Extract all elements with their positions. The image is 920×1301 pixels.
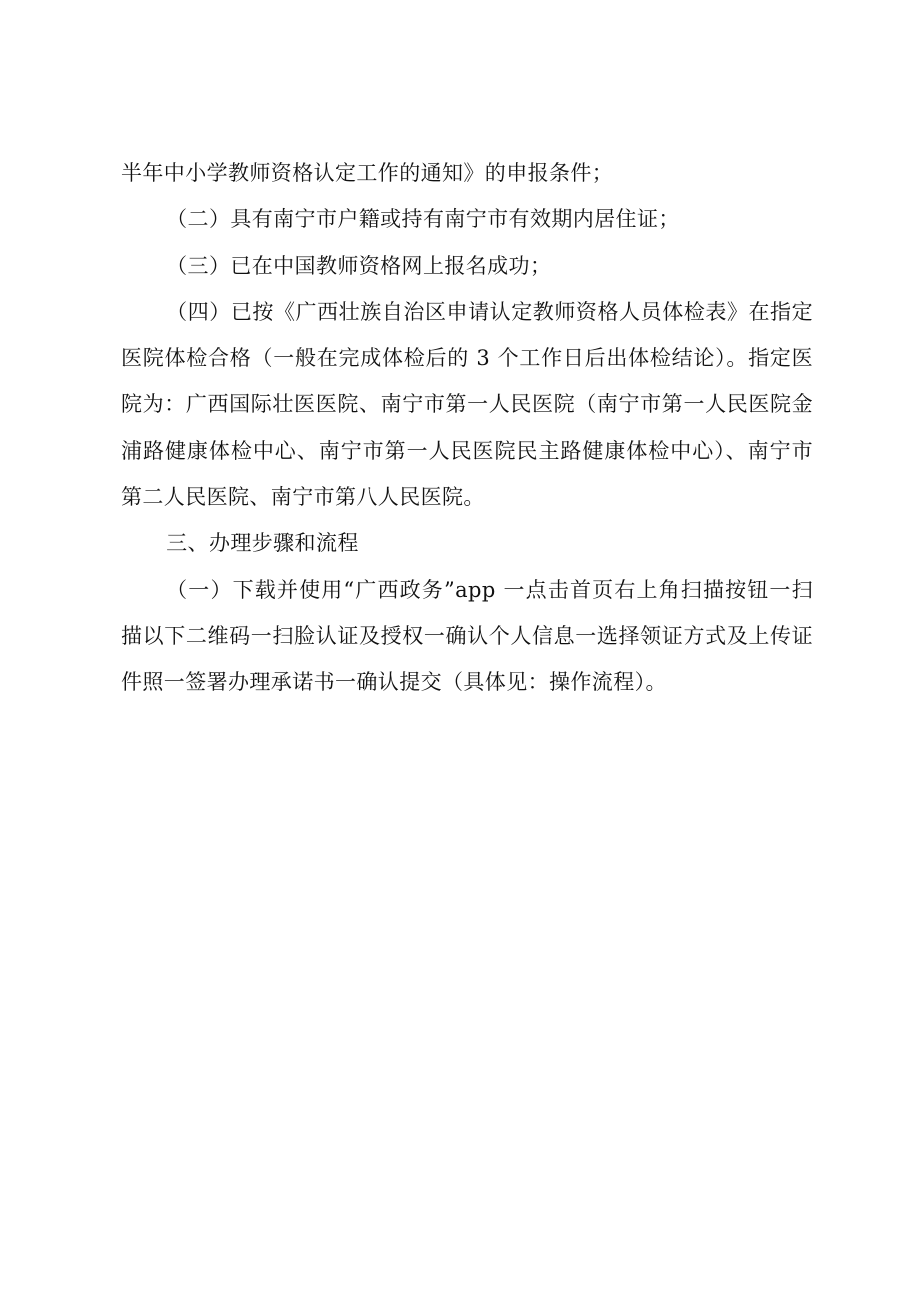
section-heading-steps: 三、办理步骤和流程 [166, 531, 359, 556]
paragraph-item-3: （三）已在中国教师资格网上报名成功； [166, 253, 552, 278]
document-body [121, 150, 813, 706]
paragraph-item-2: （二）具有南宁市户籍或持有南宁市有效期内居住证； [166, 207, 680, 232]
paragraph-step-1: （一）下载并使用“广西政务”app 一点击首页右上角扫描按钮一扫描以下二维码一扫脸认证及授权一确认个人信息一选择领证方式及上传证件照一签署办理承诺书一确认提交（具体见：操作流程）。 [121, 577, 813, 695]
paragraph-continued: 半年中小学教师资格认定工作的通知》的申报条件； [121, 161, 614, 185]
paragraph-item-4: （四）已按《广西壮族自治区申请认定教师资格人员体检表》在指定医院体检合格（一般在完成体检后的 3 个工作日后出体检结论）。指定医院为：广西国际壮医医院、南宁市第一人民医院（南宁市第一人民医院金浦路健康体检中心、南宁市第一人民医院民主路健康体检中心）、南宁市第二人民医院、南宁市第八人民医院。 [121, 299, 813, 510]
